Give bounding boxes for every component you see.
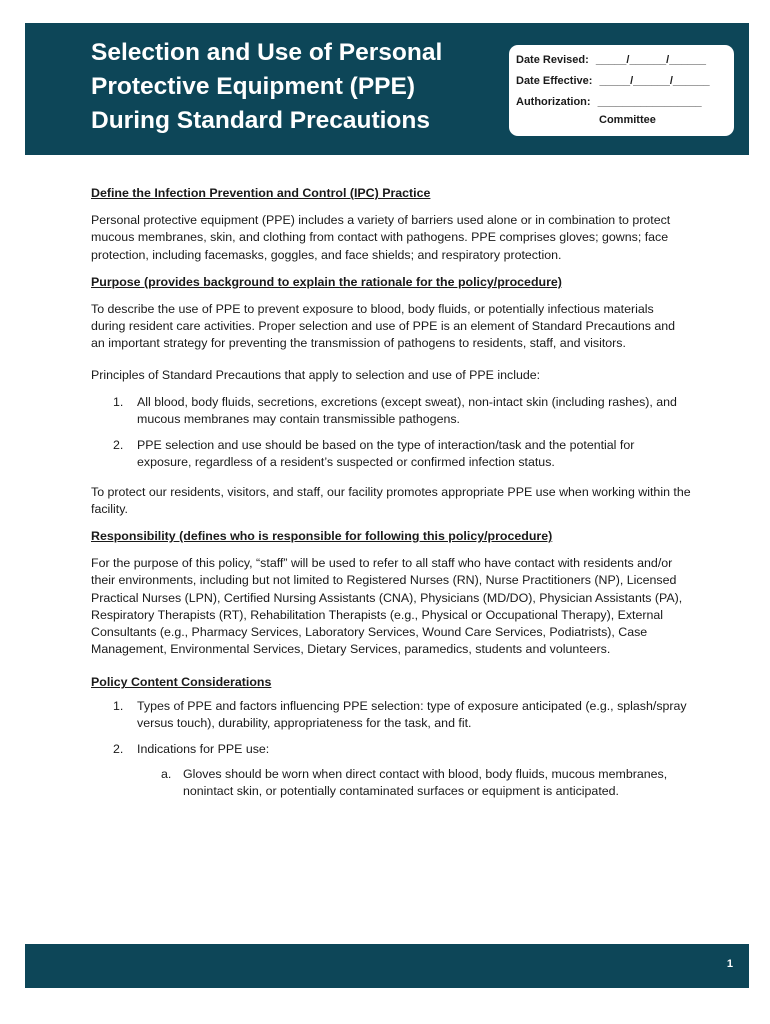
purpose-body-2: Principles of Standard Precautions that apply to selection and use of PPE include: — [91, 367, 541, 382]
header-band — [25, 23, 749, 155]
policy-list — [113, 698, 691, 801]
title-line-3: During Standard Precautions — [91, 107, 430, 134]
document-body — [91, 185, 691, 810]
responsibility-body: For the purpose of this policy, “staff” will be used to refer to all staff who have contact with residents and/or their environments, including but not limited to Registered Nurses (RN), Nurse Practitioners (NP), Licensed Practical Nurses (LPN), Certified Nursing Assistants (CNA), Physicians (MD/DO), Physician Assistants (PA), Respiratory Therapists (RT), Rehabilitation Therapists (e.g., Physical or Occupational Therapy), External Consultants (e.g., Pharmacy Services, Laboratory Services, Wound Care Services, Podiatrists), Case Management, Environmental Services, Dietary Services, paramedics, students and volunteers. — [91, 556, 683, 657]
list-item-text: Indications for PPE use: — [137, 742, 270, 757]
date-revised-row — [516, 54, 706, 66]
list-item-number: 2. — [113, 438, 124, 453]
purpose-heading: Purpose (provides background to explain the rationale for the policy/procedure) — [91, 274, 562, 289]
define-body: Personal protective equipment (PPE) includes a variety of barriers used alone or in combination to protect mucous membranes, skin, and clothing from contact with pathogens. PPE comprises gloves; gowns; face protection, including facemasks, goggles, and face shields; and respiratory protection. — [91, 213, 671, 262]
footer-band — [25, 944, 749, 988]
define-heading: Define the Infection Prevention and Control (IPC) Practice — [91, 186, 431, 200]
authorization-row — [516, 96, 702, 108]
date-revised-label: Date Revised: — [516, 54, 589, 66]
sublist-item-text: Gloves should be worn when direct contact with blood, body fluids, mucous membranes, nonintact skin, or potentially contaminated surfaces or equipment is anticipated. — [183, 767, 668, 799]
list-item — [113, 394, 691, 428]
indications-sublist — [161, 766, 691, 800]
title-line-1: Selection and Use of Personal — [91, 39, 443, 66]
revision-info-box — [509, 45, 734, 136]
document-title — [91, 36, 491, 138]
date-revised-value: _____/______/______ — [595, 54, 706, 66]
purpose-body-3: To protect our residents, visitors, and staff, our facility promotes appropriate PPE use when working within the facility. — [91, 484, 691, 516]
date-effective-row — [516, 75, 710, 87]
list-item — [113, 698, 691, 732]
authorization-label: Authorization: — [516, 96, 591, 108]
principles-list — [113, 394, 691, 472]
sublist-item — [161, 766, 691, 800]
responsibility-heading: Responsibility (defines who is responsible for following this policy/procedure) — [91, 529, 553, 544]
committee-label: Committee — [599, 114, 656, 126]
list-item — [113, 741, 691, 801]
list-item-number: 2. — [113, 742, 124, 757]
list-item-number: 1. — [113, 698, 124, 713]
list-item-text: PPE selection and use should be based on the type of interaction/task and the potential for exposure, regardless of a resident’s suspected or confirmed infection status. — [137, 438, 635, 470]
authorization-value: _________________ — [597, 96, 702, 108]
sublist-item-letter: a. — [161, 767, 172, 782]
title-line-2: Protective Equipment (PPE) — [91, 73, 416, 100]
policy-heading: Policy Content Considerations — [91, 675, 272, 690]
date-effective-value: _____/______/______ — [599, 75, 710, 87]
date-effective-label: Date Effective: — [516, 75, 593, 87]
list-item-text: Types of PPE and factors influencing PPE selection: type of exposure anticipated (e.g., splash/spray versus touch), durability, appropriateness for the task, and fit. — [137, 698, 687, 730]
list-item — [113, 437, 691, 471]
list-item-number: 1. — [113, 394, 124, 409]
purpose-body-1: To describe the use of PPE to prevent exposure to blood, body fluids, or potentially infectious materials during resident care activities. Proper selection and use of PPE is an element of Standard Precautions and an important strategy for preventing the transmission of pathogens to residents, staff, and visitors. — [91, 302, 676, 351]
page-number: 1 — [726, 958, 733, 970]
list-item-text: All blood, body fluids, secretions, excretions (except sweat), non-intact skin (including rashes), and mucous membranes may contain transmissible pathogens. — [137, 394, 677, 427]
